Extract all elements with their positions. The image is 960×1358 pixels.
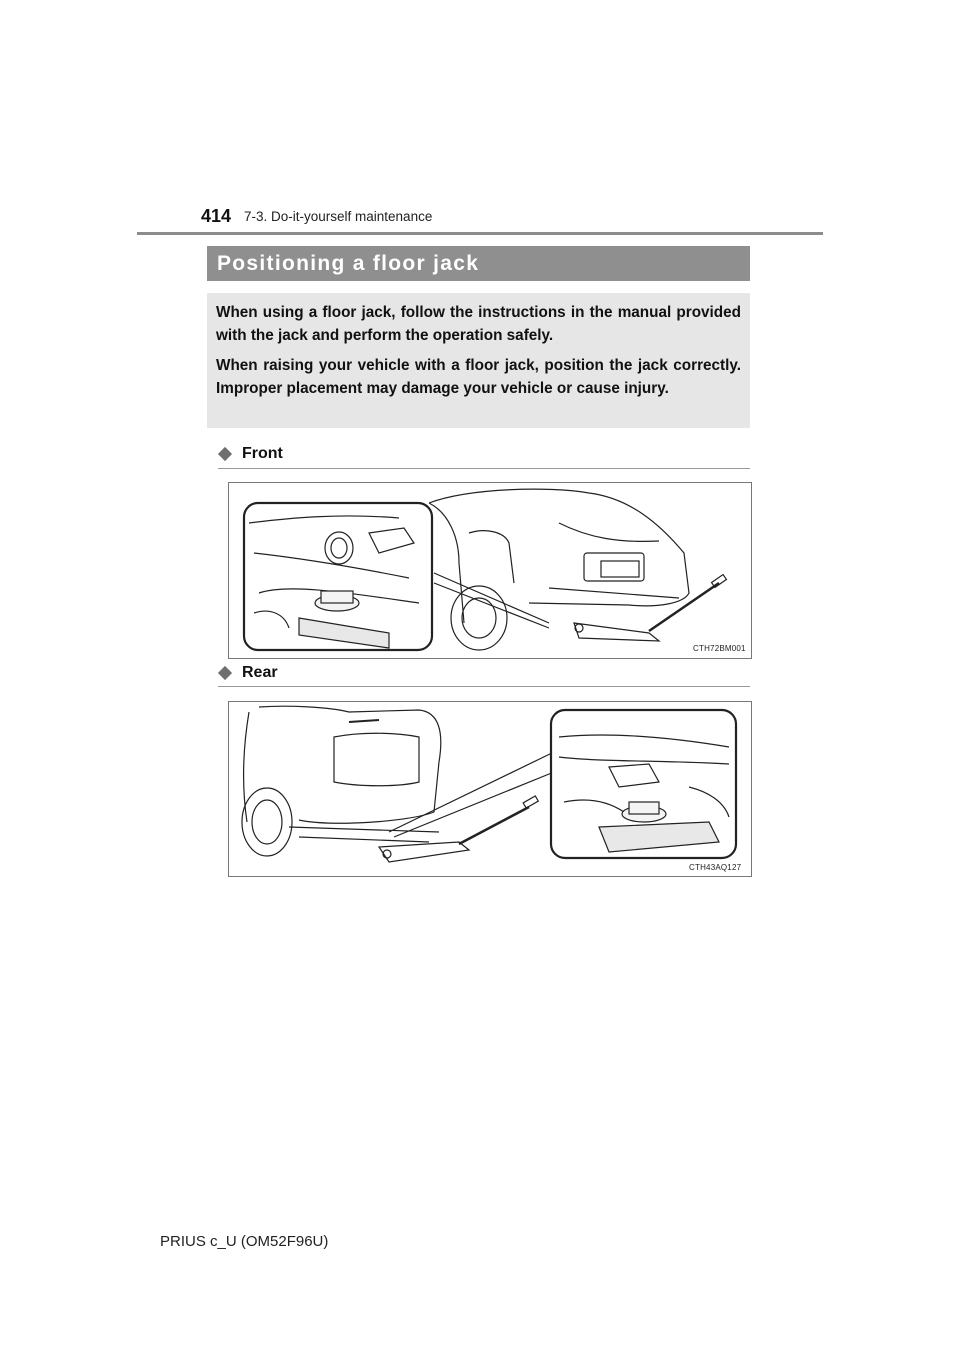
rear-jack-illustration — [228, 701, 752, 877]
section-title: 7-3. Do-it-yourself maintenance — [244, 209, 433, 224]
heading-bar — [207, 246, 750, 281]
rear-subheading — [218, 664, 278, 682]
front-figure-id: CTH72BM001 — [693, 644, 746, 653]
front-subheading — [218, 445, 283, 463]
rear-figure-id: CTH43AQ127 — [689, 863, 742, 872]
page-number: 414 — [201, 206, 232, 226]
page-heading: Positioning a floor jack — [217, 251, 480, 275]
front-jack-illustration — [228, 482, 752, 659]
front-rule — [218, 468, 750, 469]
footer-model: PRIUS c_U (OM52F96U) — [160, 1233, 329, 1250]
rear-title: Rear — [242, 664, 278, 681]
diamond-icon — [218, 666, 232, 680]
intro-paragraph-2: When raising your vehicle with a floor jack, position the jack correctly. Improper placement may damage your vehicle or cause injury. — [216, 357, 741, 397]
rear-car-jack-drawing — [229, 702, 751, 876]
header-rule — [137, 232, 823, 235]
intro-paragraph-1: When using a floor jack, follow the instructions in the manual provided with the jack and perform the operation safely. — [216, 304, 741, 344]
rear-rule — [218, 686, 750, 687]
intro-box — [207, 293, 750, 428]
diamond-icon — [218, 447, 232, 461]
front-car-jack-drawing — [229, 483, 751, 658]
front-title: Front — [242, 445, 283, 462]
